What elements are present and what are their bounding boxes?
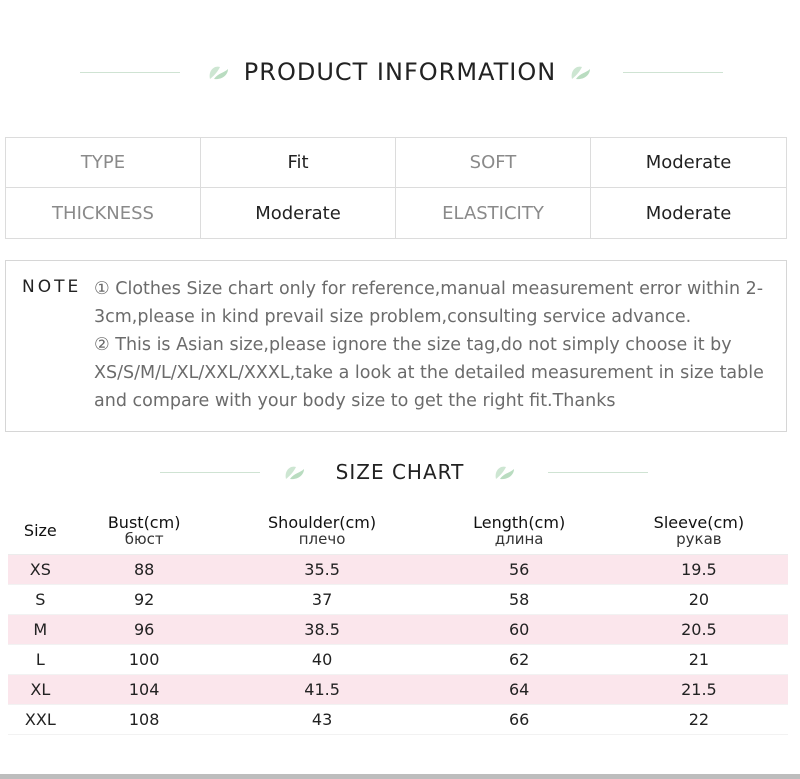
cell-sleeve: 21 [610,644,788,674]
note-label: NOTE [22,277,82,297]
info-label-elasticity: ELASTICITY [396,188,591,238]
size-chart-heading [0,452,800,492]
cell-shoulder: 38.5 [216,614,429,644]
info-value-type: Fit [201,138,396,188]
cell-sleeve: 22 [610,704,788,734]
bottom-border [0,774,800,779]
column-header-sleeve: Sleeve(cm) рукав [610,508,788,554]
cell-size: M [8,614,73,644]
column-header-length: Length(cm) длина [429,508,610,554]
cell-shoulder: 37 [216,584,429,614]
table-row [8,674,788,704]
table-row [8,644,788,674]
info-value-soft: Moderate [591,138,786,188]
divider-line-left [80,72,180,73]
cell-shoulder: 43 [216,704,429,734]
info-value-thickness: Moderate [201,188,396,238]
cell-length: 64 [429,674,610,704]
divider-line-right [548,472,648,473]
cell-bust: 108 [73,704,216,734]
cell-size: XXL [8,704,73,734]
cell-bust: 88 [73,554,216,584]
cell-shoulder: 41.5 [216,674,429,704]
cell-length: 56 [429,554,610,584]
cell-bust: 100 [73,644,216,674]
cell-size: XL [8,674,73,704]
cell-sleeve: 19.5 [610,554,788,584]
divider-line-left [160,472,260,473]
column-header-size: Size [8,508,73,554]
cell-length: 60 [429,614,610,644]
cell-shoulder: 40 [216,644,429,674]
cell-size: XS [8,554,73,584]
table-row [8,614,788,644]
leaf-icon [492,461,518,483]
product-info-table [5,137,787,239]
cell-size: L [8,644,73,674]
size-chart-table [8,508,788,735]
leaf-icon [206,61,232,83]
leaf-icon [568,61,594,83]
note-line-1: ① Clothes Size chart only for reference,manual measurement error within 2-3cm,please in kind prevail size problem,consulting service advance. [94,279,764,327]
column-header-bust: Bust(cm) бюст [73,508,216,554]
leaf-icon [282,461,308,483]
column-header-shoulder: Shoulder(cm) плечо [216,508,429,554]
table-row [8,704,788,734]
cell-bust: 104 [73,674,216,704]
divider-line-right [623,72,723,73]
info-label-type: TYPE [6,138,201,188]
cell-length: 58 [429,584,610,614]
cell-bust: 92 [73,584,216,614]
note-body [94,275,774,415]
note-line-2: ② This is Asian size,please ignore the size tag,do not simply choose it by XS/S/M/L/XL/XXL/XXXL,take a look at the detailed measurement in size table and compare with your body size to get the right fit.Thanks [94,335,764,411]
info-label-soft: SOFT [396,138,591,188]
cell-bust: 96 [73,614,216,644]
product-information-heading [0,52,800,92]
cell-size: S [8,584,73,614]
cell-shoulder: 35.5 [216,554,429,584]
note-box [5,260,787,432]
cell-sleeve: 21.5 [610,674,788,704]
cell-sleeve: 20 [610,584,788,614]
cell-sleeve: 20.5 [610,614,788,644]
info-value-elasticity: Moderate [645,202,732,224]
table-row [8,554,788,584]
cell-length: 66 [429,704,610,734]
cell-length: 62 [429,644,610,674]
section-title: SIZE CHART [335,460,465,484]
section-title: PRODUCT INFORMATION [243,58,557,86]
info-label-thickness: THICKNESS [6,188,201,238]
size-chart-header-row [8,508,788,554]
table-row [8,584,788,614]
